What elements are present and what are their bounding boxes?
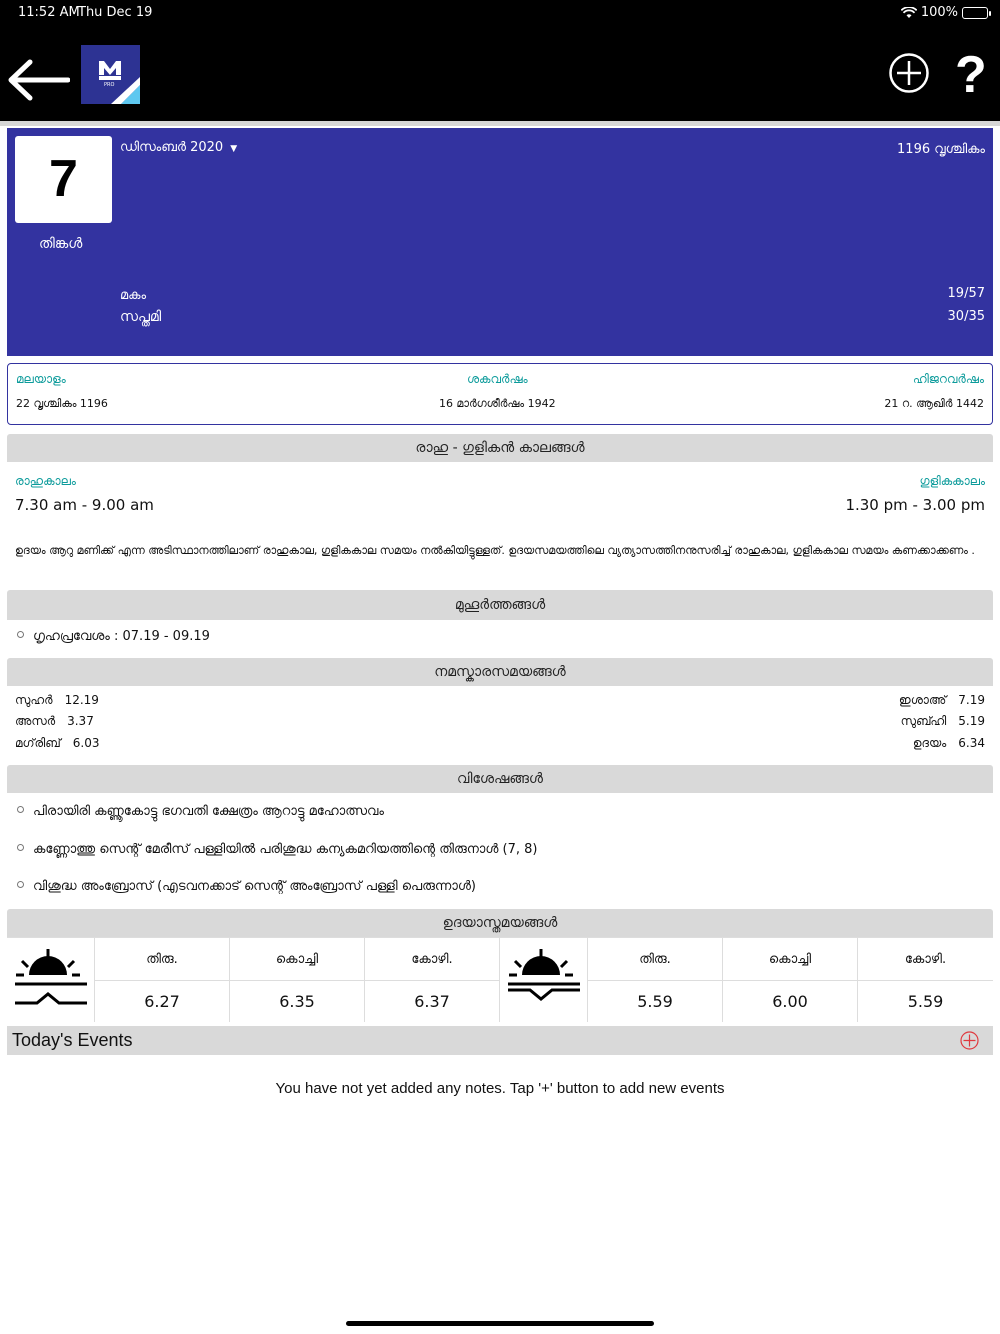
- status-bar: [0, 0, 1000, 24]
- battery-percent: 100%: [920, 5, 958, 20]
- sunset-icon-cell: [500, 938, 588, 1022]
- sunset-city: [588, 938, 723, 1022]
- rahu-body: [7, 462, 993, 528]
- kollam-month: 1196 വൃശ്ചികം: [897, 142, 985, 157]
- sunrise-icon: [7, 938, 95, 1022]
- sun-header: ഉദയാസ്തമയങ്ങൾ: [7, 909, 993, 937]
- bullet-icon: [17, 844, 24, 851]
- prayer-row: [15, 736, 100, 751]
- sunrise-city: [365, 938, 500, 1022]
- prayer-name: ഉദയം: [912, 736, 947, 750]
- prayer-time: 6.34: [958, 736, 985, 750]
- bullet-icon: [17, 806, 24, 813]
- era-value: 16 മാർഗശീർഷം 1942: [439, 397, 556, 410]
- prayer-time: 12.19: [64, 693, 99, 707]
- list-item: [17, 804, 384, 819]
- events-empty-message: You have not yet added any notes. Tap '+' button to add new events: [275, 1080, 725, 1097]
- sunrise-icon-cell: [7, 938, 95, 1022]
- prayer-time: 3.37: [67, 714, 94, 728]
- bullet-icon: [17, 881, 24, 888]
- add-circle-icon[interactable]: [888, 52, 930, 94]
- era-hijra: [884, 372, 984, 411]
- prayer-row: [15, 693, 99, 708]
- city-time: 6.35: [279, 992, 315, 1011]
- city-time: 6.27: [144, 992, 180, 1011]
- status-right: [901, 5, 988, 20]
- sunset-icon: [500, 938, 588, 1022]
- app-logo-icon: [81, 45, 140, 104]
- help-icon[interactable]: ?: [955, 46, 987, 104]
- date-panel: [7, 128, 993, 356]
- special-item: പിരായിരി കണ്ണൂകോട്ടു ഭഗവതി ക്ഷേത്രം ആറാട്ടു മഹോത്സവം: [33, 804, 384, 819]
- prayer-row: [913, 736, 985, 751]
- era-label: മലയാളം: [16, 372, 66, 386]
- era-value: 22 വൃശ്ചികം 1196: [16, 397, 108, 410]
- day-number: 7: [15, 136, 112, 223]
- rahu-label: രാഹുകാലം: [15, 474, 76, 488]
- prayer-body: [7, 686, 993, 759]
- era-saka: [439, 372, 556, 411]
- prayer-name: അസർ: [15, 714, 56, 728]
- add-event-icon[interactable]: [960, 1031, 979, 1050]
- thithi-value: 30/35: [947, 309, 985, 324]
- thithi-name: സപ്തമി: [120, 309, 162, 325]
- sunset-city: [723, 938, 858, 1022]
- gulika-label: ഗുളികകാലം: [919, 474, 985, 488]
- home-indicator[interactable]: [346, 1321, 654, 1326]
- rahu-note: ഉദയം ആറു മണിക്ക് എന്ന അടിസ്ഥാനത്തിലാണ് രാഹുകാല, ഗുളികകാല സമയം നൽകിയിട്ടുള്ളത്. ഉദയസമയത്തിലെ വ്യത്യാസത്തിനനുസരിച്ച് രാഹുകാല, ഗുളികകാല സമയം കണക്കാക്കണം .: [15, 544, 975, 557]
- city-name: കോഴി.: [365, 938, 499, 981]
- back-arrow-icon[interactable]: [6, 58, 70, 102]
- era-label: ഹിജറവർഷം: [912, 372, 984, 386]
- month-selector[interactable]: [120, 140, 237, 155]
- city-time: 6.37: [414, 992, 450, 1011]
- battery-icon: [962, 7, 988, 19]
- city-name: കോഴി.: [858, 938, 993, 981]
- prayer-name: മഗ്‌രിബ്: [15, 736, 61, 750]
- prayer-time: 5.19: [958, 714, 985, 728]
- city-name: കൊച്ചി: [230, 938, 364, 981]
- special-body: [7, 793, 993, 907]
- city-name: തിരു.: [95, 938, 229, 981]
- city-name: കൊച്ചി: [723, 938, 857, 981]
- rahu-time: 7.30 am - 9.00 am: [15, 496, 154, 514]
- prayer-header: നമസ്കാരസമയങ്ങൾ: [7, 658, 993, 686]
- star-value: 19/57: [947, 286, 985, 301]
- list-item: [17, 879, 476, 894]
- app-logo: [81, 45, 140, 104]
- era-panel: [7, 363, 993, 425]
- list-item: [17, 842, 538, 857]
- special-header: വിശേഷങ്ങൾ: [7, 765, 993, 793]
- era-label: ശകവർഷം: [466, 372, 528, 386]
- city-time: 5.59: [637, 992, 673, 1011]
- sunrise-city: [95, 938, 230, 1022]
- month-label: ഡിസംബർ 2020: [120, 140, 224, 155]
- city-time: 5.59: [907, 992, 944, 1011]
- prayer-time: 6.03: [72, 736, 100, 750]
- bullet-icon: [17, 631, 24, 638]
- gulika-time: 1.30 pm - 3.00 pm: [845, 496, 985, 514]
- rahu-header: രാഹു - ഗുളികൻ കാലങ്ങൾ: [7, 434, 993, 462]
- sunset-city: [858, 938, 993, 1022]
- status-date: Thu Dec 19: [78, 5, 153, 20]
- status-time: 11:52 AM: [18, 5, 80, 20]
- sunrise-city: [230, 938, 365, 1022]
- prayer-name: ഇശാഅ്: [898, 693, 947, 707]
- list-item: [17, 629, 210, 644]
- prayer-row: [901, 714, 985, 729]
- prayer-row: [899, 693, 985, 708]
- muhurtham-item: ഗൃഹപ്രവേശം : 07.19 - 09.19: [33, 629, 210, 644]
- prayer-name: സുബ്ഹി: [900, 714, 947, 728]
- events-bar: [7, 1026, 993, 1055]
- weekday: തിങ്കൾ: [39, 236, 83, 252]
- logo-text: PRO: [104, 82, 115, 88]
- era-value: 21 റ. ആഖിർ 1442: [884, 397, 984, 410]
- sun-table: [7, 937, 993, 1021]
- city-name: തിരു.: [588, 938, 722, 981]
- star-name: മകം: [120, 288, 147, 303]
- special-item: കണ്ണോത്തു സെന്റ് മേരീസ് പള്ളിയിൽ പരിശുദ്ധ കന്യകമറിയത്തിന്റെ തിരുനാൾ (7, 8): [33, 842, 538, 857]
- era-malayalam: [16, 372, 108, 411]
- muhurtham-body: [7, 620, 993, 656]
- divider: [0, 121, 1000, 126]
- prayer-time: 7.19: [958, 693, 985, 707]
- dropdown-arrow-icon: ▼: [230, 144, 238, 154]
- city-time: 6.00: [772, 992, 808, 1011]
- events-title: Today's Events: [12, 1030, 133, 1050]
- prayer-row: [15, 714, 94, 729]
- muhurtham-header: മുഹൂർത്തങ്ങൾ: [7, 590, 993, 620]
- wifi-icon: [901, 7, 917, 19]
- special-item: വിശുദ്ധ അംബ്രോസ് (എടവനക്കാട് സെന്റ് അംബ്രോസ് പള്ളി പെരുന്നാൾ): [33, 879, 476, 894]
- nav-bar: [0, 24, 1000, 121]
- prayer-name: സുഹർ: [15, 693, 53, 707]
